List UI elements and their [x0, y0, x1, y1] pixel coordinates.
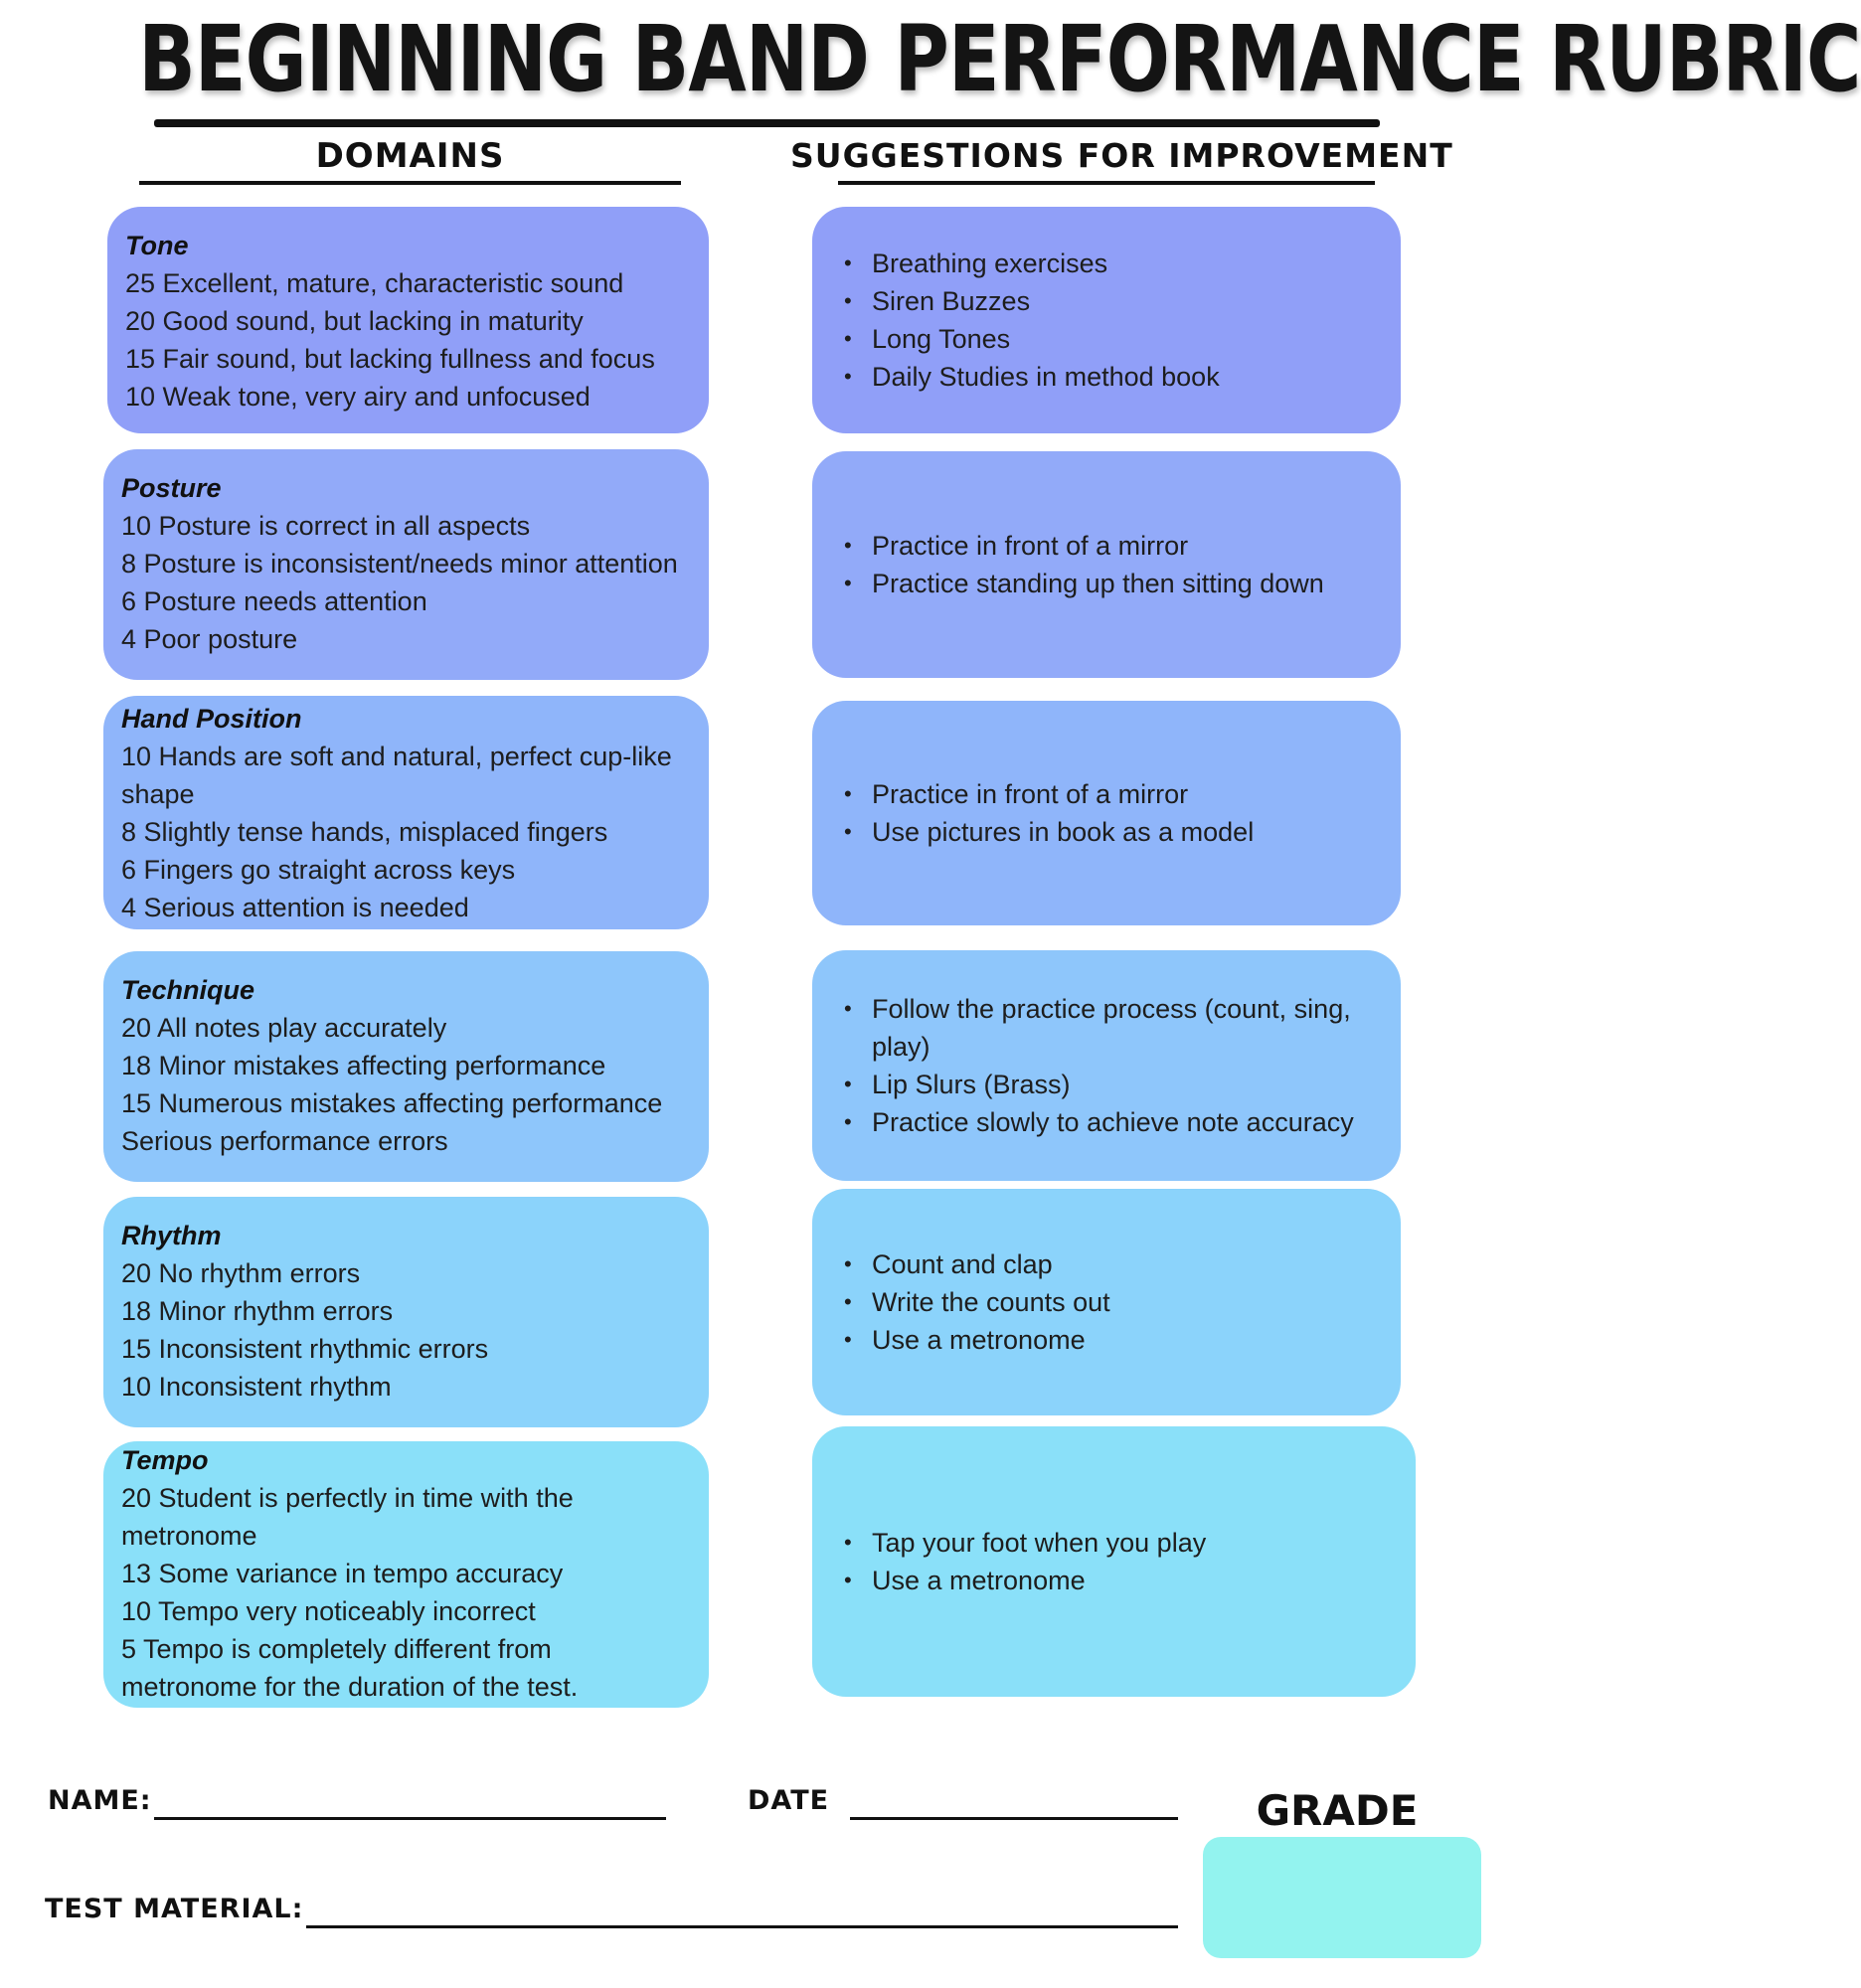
domain-score-line: Serious performance errors [121, 1126, 448, 1156]
domain-score-line: 4 Serious attention is needed [121, 893, 469, 922]
bullet-icon: • [844, 326, 852, 351]
domain-score-line: 15 Numerous mistakes affecting performance [121, 1088, 663, 1118]
test-material-label: TEST MATERIAL: [45, 1894, 304, 1924]
domain-score-line: 20 Student is perfectly in time with the [121, 1483, 574, 1513]
domain-score-line: 18 Minor rhythm errors [121, 1296, 394, 1326]
bullet-icon: • [844, 288, 852, 313]
domains-header-underline [139, 181, 681, 185]
domain-card-hand-position [103, 696, 709, 929]
bullet-icon: • [844, 1568, 852, 1592]
bullet-icon: • [844, 1072, 852, 1096]
suggestion-item: • Practice in front of a mirror [842, 775, 1377, 813]
domain-score-line: 10 Posture is correct in all aspects [121, 511, 531, 541]
suggestion-item: • Breathing exercises [842, 245, 1377, 282]
domains-column-header: DOMAINS [315, 136, 505, 176]
suggestion-card-tone [812, 207, 1401, 433]
domain-score-line: 8 Slightly tense hands, misplaced fingers [121, 817, 608, 847]
domain-name: Tone [125, 231, 189, 260]
domain-card-technique [103, 951, 709, 1182]
date-label: DATE [748, 1785, 830, 1816]
domain-score-line: 8 Posture is inconsistent/needs minor attention [121, 549, 678, 579]
domain-score-line: 6 Fingers go straight across keys [121, 855, 516, 885]
domain-score-line: 6 Posture needs attention [121, 586, 427, 616]
bullet-icon: • [844, 781, 852, 806]
bullet-icon: • [844, 996, 852, 1021]
domain-score-line: 20 No rhythm errors [121, 1258, 361, 1288]
suggestion-item: • Practice in front of a mirror [842, 527, 1377, 565]
title-underline [154, 119, 1380, 127]
suggestion-item: • Count and clap [842, 1245, 1377, 1283]
name-field[interactable] [154, 1817, 666, 1820]
suggestion-item: • Use a metronome [842, 1321, 1377, 1359]
suggestion-item: • Practice standing up then sitting down [842, 565, 1377, 602]
domain-name: Posture [121, 473, 222, 503]
suggestions-column-header: SUGGESTIONS FOR IMPROVEMENT [790, 136, 1453, 175]
domain-score-line: 13 Some variance in tempo accuracy [121, 1559, 564, 1588]
domain-score-line: 20 Good sound, but lacking in maturity [125, 306, 584, 336]
suggestion-item: • Siren Buzzes [842, 282, 1377, 320]
suggestion-card-rhythm [812, 1189, 1401, 1415]
suggestion-item: • Practice slowly to achieve note accuracy [842, 1103, 1377, 1141]
test-material-field[interactable] [306, 1925, 1178, 1928]
date-field[interactable] [850, 1817, 1178, 1820]
bullet-icon: • [844, 364, 852, 389]
domain-name: Technique [121, 975, 255, 1005]
domain-score-line: 5 Tempo is completely different from [121, 1634, 552, 1664]
domain-card-posture [103, 449, 709, 680]
domain-name: Hand Position [121, 704, 302, 734]
bullet-icon: • [844, 1251, 852, 1276]
suggestion-item: • Tap your foot when you play [842, 1524, 1392, 1562]
page-title: BEGINNING BAND PERFORMANCE RUBRIC [138, 6, 1861, 112]
bullet-icon: • [844, 1109, 852, 1134]
domain-card-tone [107, 207, 709, 433]
bullet-icon: • [844, 819, 852, 844]
grade-label: GRADE [1256, 1786, 1419, 1835]
domain-score-line: 10 Hands are soft and natural, perfect cup-like [121, 742, 672, 771]
domain-score-line: 10 Inconsistent rhythm [121, 1372, 392, 1402]
grade-box[interactable] [1203, 1837, 1481, 1958]
bullet-icon: • [844, 1289, 852, 1314]
suggestion-item: • Lip Slurs (Brass) [842, 1066, 1377, 1103]
suggestion-item: • Use pictures in book as a model [842, 813, 1377, 851]
suggestion-card-posture [812, 451, 1401, 678]
suggestion-item: • Long Tones [842, 320, 1377, 358]
suggestion-item: • Daily Studies in method book [842, 358, 1377, 396]
domain-name: Tempo [121, 1445, 209, 1475]
name-label: NAME: [48, 1785, 152, 1816]
bullet-icon: • [844, 1530, 852, 1555]
domain-score-line: 15 Inconsistent rhythmic errors [121, 1334, 489, 1364]
domain-score-line: 10 Tempo very noticeably incorrect [121, 1596, 536, 1626]
domain-card-rhythm [103, 1197, 709, 1427]
domain-score-line: 18 Minor mistakes affecting performance [121, 1051, 606, 1080]
suggestions-header-underline [838, 181, 1375, 185]
domain-score-line: 25 Excellent, mature, characteristic sound [125, 268, 624, 298]
suggestion-item: • Write the counts out [842, 1283, 1377, 1321]
suggestion-item: • Use a metronome [842, 1562, 1392, 1599]
domain-score-line: 4 Poor posture [121, 624, 298, 654]
bullet-icon: • [844, 533, 852, 558]
domain-card-tempo [103, 1441, 709, 1708]
domain-score-line: metronome [121, 1521, 257, 1551]
suggestion-card-technique [812, 950, 1401, 1181]
domain-name: Rhythm [121, 1221, 222, 1250]
domain-score-line: 20 All notes play accurately [121, 1013, 447, 1043]
domain-score-line: metronome for the duration of the test. [121, 1672, 579, 1702]
bullet-icon: • [844, 1327, 852, 1352]
bullet-icon: • [844, 571, 852, 595]
domain-score-line: 10 Weak tone, very airy and unfocused [125, 382, 591, 412]
suggestion-card-tempo [812, 1426, 1416, 1697]
suggestion-card-hand-position [812, 701, 1401, 925]
domain-score-line: 15 Fair sound, but lacking fullness and focus [125, 344, 655, 374]
bullet-icon: • [844, 250, 852, 275]
suggestion-item: • Follow the practice process (count, sing, play) [842, 990, 1377, 1066]
domain-score-line: shape [121, 779, 195, 809]
